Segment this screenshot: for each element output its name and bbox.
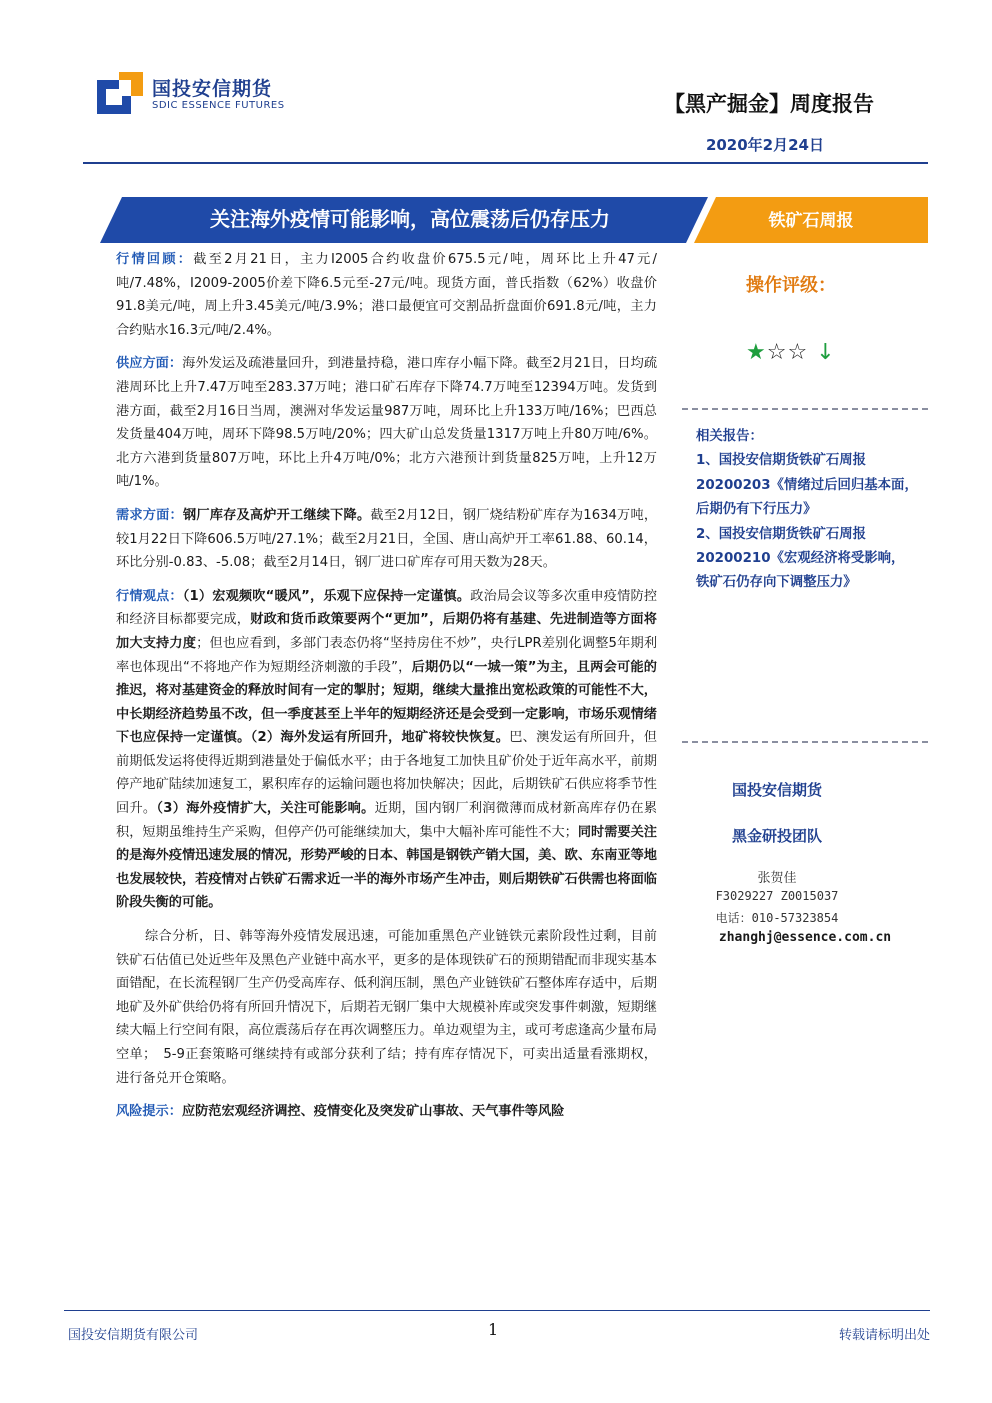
rating-label: 操作评级：: [746, 275, 836, 296]
view-text-g: 同时需要关注的是海外疫情迅速发展的情况，形势严峻的日本、韩国是钢铁产销大国，美、欧、东南亚等地也发展较快，若疫情对占铁矿石需求近一半的海外市场产生冲击，则后期铁矿石供需也将面临阶段失衡的可能。: [116, 824, 657, 911]
view-text-c: ；但也应看到，多部门表态仍将“坚持房住不炒”，央行LPR差别化调整5年期利率也体现出“不将地产作为短期经济刺激的手段”，: [116, 635, 658, 675]
related-report-line: 20200203《情绪过后回归基本面，: [696, 477, 918, 493]
report-title: 关注海外疫情可能影响，高位震荡后仍存压力: [210, 207, 610, 231]
rating-stars: [746, 340, 836, 365]
firm-name: 国投安信期货: [731, 781, 822, 799]
summary-text: 综合分析，日、韩等海外疫情发展迅速，可能加重黑色产业链铁元素阶段性过剩，目前铁矿石估值已处近些年及黑色产业链中高水平，更多的是体现铁矿石的预期错配而非现实基本面错配，在长流程钢厂生产仍受高库存、低利润压制，黑色产业链铁矿石整体库存适中，后期地矿及外矿供给仍将有所回升情况下，后期若无钢厂集中大规模补库或突发事件刺激，短期继续大幅上行空间有限，高位震荡后存在再次调整压力。单边观望为主，或可考虑逢高少量布局空单； 5-9正套策略可继续持有或部分获利了结；持有库存情况下，可卖出适量看涨期权，进行备兑开仓策略。: [116, 929, 657, 1086]
risk-paragraph: [116, 1100, 657, 1124]
demand-text: 截至2月12日，钢厂烧结粉矿库存为1634万吨，较1月22日下降606.5万吨/27.1%；截至2月21日，全国、唐山高炉开工率61.88、60.14，环比分别-0.83、-5.08；截至2月14日，钢厂进口矿库存可用天数为28天。: [116, 507, 658, 571]
report-category-tag: 铁矿石周报: [768, 211, 854, 231]
analyst-name: 张贺佳: [757, 871, 797, 886]
page-number: 1: [488, 1320, 499, 1339]
team-name: 黑金研投团队: [731, 827, 822, 845]
related-reports: [696, 425, 936, 596]
footer-company: 国投安信期货有限公司: [68, 1328, 199, 1343]
related-report-line: 2、国投安信期货铁矿石周报: [696, 526, 867, 542]
report-type: 【黑产掘金】周度报告: [664, 92, 874, 116]
report-date: 2020年2月24日: [705, 136, 824, 154]
market-view-label: 行情观点：: [116, 588, 183, 604]
risk-label: 风险提示：: [116, 1104, 182, 1120]
sidebar-divider-top: [682, 408, 928, 410]
analyst-certificate: F3029227 Z0015037: [715, 889, 839, 903]
view-text-e: 巴、澳发运有所回升，但前期低发运将使得近期到港量处于偏低水平；由于各地复工加快且矿价处于近年高水平，前期停产地矿陆续加速复工，累积库存的运输问题也将加快解决；因此，后期铁矿石供应将季节性回升。: [116, 730, 657, 817]
view-text-b: 财政和货币政策要两个“更加”，后期仍将有基建、先进制造等方面将加大支持力度: [116, 612, 657, 651]
company-logo-icon: [97, 72, 143, 114]
market-review-text: 截至2月21日，主力I2005合约收盘价675.5元/吨，周环比上升47元/吨/7.48%，I2009-2005价差下降6.5元至-27元/吨。现货方面，普氏指数（62%）收盘价91.8美元/吨，周上升3.45美元/吨/3.9%；港口最便宜可交割品折盘面价691.8元/吨，主力合约贴水16.3元/吨/2.4%。: [116, 252, 657, 338]
market-review-paragraph: [116, 248, 657, 342]
company-name-cn: 国投安信期货: [152, 78, 273, 100]
demand-label: 需求方面：: [116, 507, 183, 523]
main-content: [116, 248, 657, 1134]
footer-copyright-note: 转载请标明出处: [838, 1328, 930, 1343]
risk-text: 应防范宏观经济调控、疫情变化及突发矿山事故、天气事件等风险: [181, 1104, 565, 1120]
related-report-line: 后期仍有下行压力》: [696, 502, 817, 518]
related-report-line: 1、国投安信期货铁矿石周报: [696, 453, 867, 469]
sidebar-divider-bottom: [682, 741, 928, 743]
company-name-en: SDIC ESSENCE FUTURES: [152, 100, 285, 111]
related-report-line: 20200210《宏观经济将受影响，: [696, 551, 905, 567]
supply-label: 供应方面：: [116, 356, 183, 372]
analyst-phone: 电话：010-57323854: [715, 911, 839, 925]
star-filled-icon: ★: [746, 340, 767, 365]
view-text-f: 近期，国内钢厂利润微薄而成材新高库存仍在累积，短期虽维持生产采购，但停产仍可能继续加大，集中大幅补库可能性不大；: [116, 801, 658, 840]
summary-paragraph: [116, 925, 657, 1090]
footer-divider: [64, 1310, 930, 1311]
related-report-line: 铁矿石仍存向下调整压力》: [696, 575, 857, 591]
arrow-down-icon: ↓: [816, 340, 836, 365]
view-text-a: 政治局会议等多次重申疫情防控和经济目标都要完成，: [116, 588, 658, 628]
view-text-d: 后期仍以“一城一策”为主，且两会可能的推迟，将对基建资金的释放时间有一定的掣肘；短期，继续大量推出宽松政策的可能性不大，中长期经济趋势虽不改，但一季度甚至上半年的短期经济还是会受到一定影响，市场乐观情绪下也应保持一定谨慎。（2）海外发运有所回升，地矿将较快恢复。: [116, 659, 657, 746]
star-empty-icon: ☆☆: [766, 340, 809, 365]
related-reports-title: 相关报告：: [696, 429, 763, 444]
demand-paragraph: [116, 504, 657, 575]
view-point-3-heading: （3）海外疫情扩大，关注可能影响。: [156, 801, 375, 817]
market-review-label: 行情回顾：: [116, 252, 194, 267]
header-divider: [83, 162, 928, 164]
view-point-1-heading: （1）宏观频吹“暖风”，乐观下应保持一定谨慎。: [182, 588, 471, 604]
analyst-email: zhanghj@essence.com.cn: [718, 930, 892, 945]
supply-text: 海外发运及疏港量回升，到港量持稳，港口库存小幅下降。截至2月21日，日均疏港周环比上升7.47万吨至283.37万吨；港口矿石库存下降74.7万吨至12394万吨。发货到港方面，截至2月16日当周，澳洲对华发运量987万吨，周环比上升133万吨/16%；巴西总发货量404万吨，周环下降98.5万吨/20%；四大矿山总发货量1317万吨上升80万吨/6%。北方六港到货量807万吨，环比上升4万吨/0%；北方六港预计到货量825万吨，上升12万吨/1%。: [116, 356, 658, 490]
supply-paragraph: [116, 352, 657, 494]
market-view-paragraph: [116, 585, 657, 915]
demand-headline: 钢厂库存及高炉开工继续下降。: [182, 507, 371, 523]
